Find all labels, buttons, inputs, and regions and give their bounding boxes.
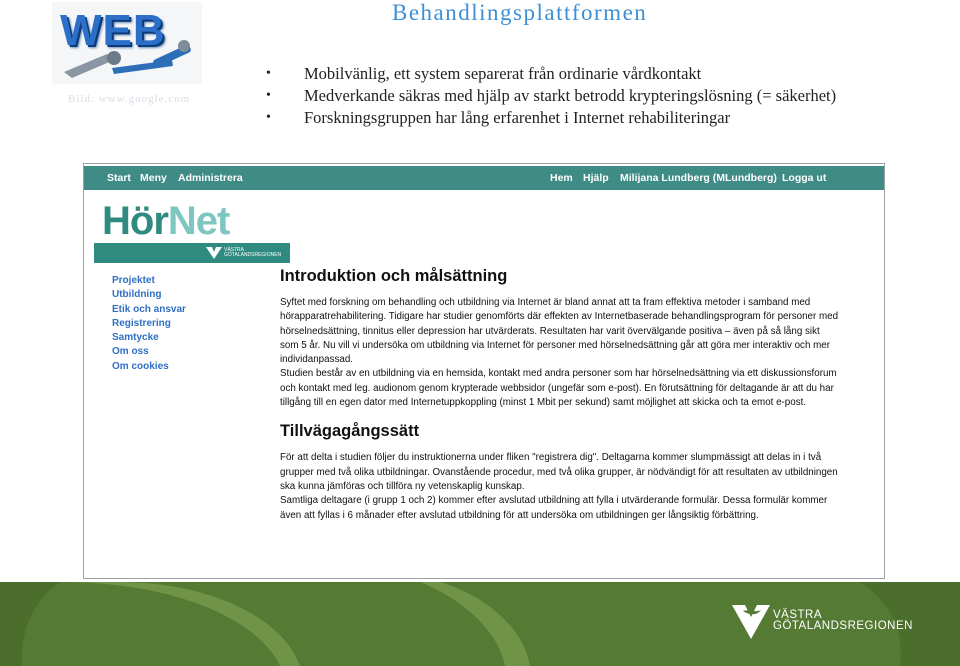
nav-logout[interactable]: Logga ut	[782, 172, 827, 184]
sidebar-item-om-oss[interactable]: Om oss	[112, 346, 149, 358]
vgr-name	[773, 610, 913, 632]
hornet-screenshot	[83, 163, 885, 579]
paragraph: Samtliga deltagare (i grupp 1 och 2) kommer efter avslutad utbildning att fylla i utvärderande formulär. Dessa formulär kommer även att fyllas i 6 månader efter avslutad utbildning för att undersöka om utbildningen ger långsiktig förbättring.	[280, 495, 828, 521]
paragraph: Syftet med forskning om behandling och utbildning via Internet är bland annat att ta fram effektiva metoder i samband med hörapparatrehabilitering. Tidigare har studier genomförts där effekten av Internetbaserade behandlingsprogram för personer med hörselnedsättning, tinnitus eller depression har utvärderats. Resultaten har varit övervälgande positiva – även på så lång sikt som 5 år. Nu vill vi undersöka om utbildning via Internet för personer med hörselnedsättning går att göra mer interaktiv och mer individanpassad.	[280, 297, 839, 366]
vgr-mark-icon	[206, 247, 222, 259]
image-credit: Bild: www.google.com	[68, 93, 191, 105]
section-heading: Tillvägagångssätt	[280, 422, 420, 441]
vgr-name-line1: VÄSTRA	[773, 609, 823, 621]
logo-region: VÄSTRA GÖTALANDSREGIONEN	[224, 247, 282, 258]
nav-admin[interactable]: Administrera	[178, 172, 243, 184]
paragraph: För att delta i studien följer du instruktionerna under fliken "registrera dig". Deltagarna kommer slumpmässigt att delas in i två grupper med två olika utbildningar. Ovanstående procedur, med två olika grupper, är nödvändigt för att resultaten av utbildningen ska kunna jämföras och tillföra ny vetenskaplig kunskap.	[280, 452, 838, 492]
nav-home[interactable]: Hem	[550, 172, 573, 184]
nav-menu[interactable]: Meny	[140, 172, 167, 184]
slide-title: Behandlingsplattformen	[392, 0, 648, 25]
nav-help[interactable]: Hjälp	[583, 172, 609, 184]
bullet-item: • Forskningsgruppen har lång erfarenhet i Internet rehabiliteringar	[266, 107, 836, 129]
bullet-list	[266, 63, 836, 129]
web-logo-text: WEB	[60, 6, 166, 55]
section-heading: Introduktion och målsättning	[280, 267, 508, 285]
top-navbar	[84, 166, 884, 190]
bullet-item: • Medverkande säkras med hjälp av starkt betrodd krypteringslösning (= säkerhet)	[266, 85, 836, 107]
sidebar-item-projektet[interactable]: Projektet	[112, 275, 155, 286]
logo-hor: Hör	[102, 199, 168, 243]
sidebar-item-utbildning[interactable]: Utbildning	[112, 289, 162, 301]
paragraph: Studien består av en utbildning via en hemsida, kontakt med andra personer som har hörselnedsättning via ett diskussionsforum och kontakt med leg. audionom genom krypterade webbsidor (ungefär som e-post). En förutsättning för deltagande är att du har tillgång till en egen dator med Internetuppkoppling (minst 1 Mbit per sekund) samt möjlighet att skicka och ta emot e-post.	[280, 368, 837, 409]
bullet-item: • Mobilvänlig, ett system separerat från ordinarie vårdkontakt	[266, 63, 836, 85]
main-content	[280, 267, 840, 523]
sidebar-item-registrering[interactable]: Registrering	[112, 317, 171, 329]
hornet-logo	[94, 195, 290, 267]
sidebar-item-cookies[interactable]: Om cookies	[112, 360, 169, 372]
sidebar	[112, 274, 186, 374]
web-logo-image	[52, 2, 202, 84]
sidebar-item-etik[interactable]: Etik och ansvar	[112, 303, 186, 315]
nav-user[interactable]: Milijana Lundberg (MLundberg)	[620, 172, 777, 184]
vgr-name-line2: GÖTALANDSREGIONEN	[773, 620, 913, 632]
nav-start[interactable]: Start	[107, 172, 131, 184]
sidebar-item-samtycke[interactable]: Samtycke	[112, 332, 159, 344]
logo-net: Net	[167, 199, 230, 243]
